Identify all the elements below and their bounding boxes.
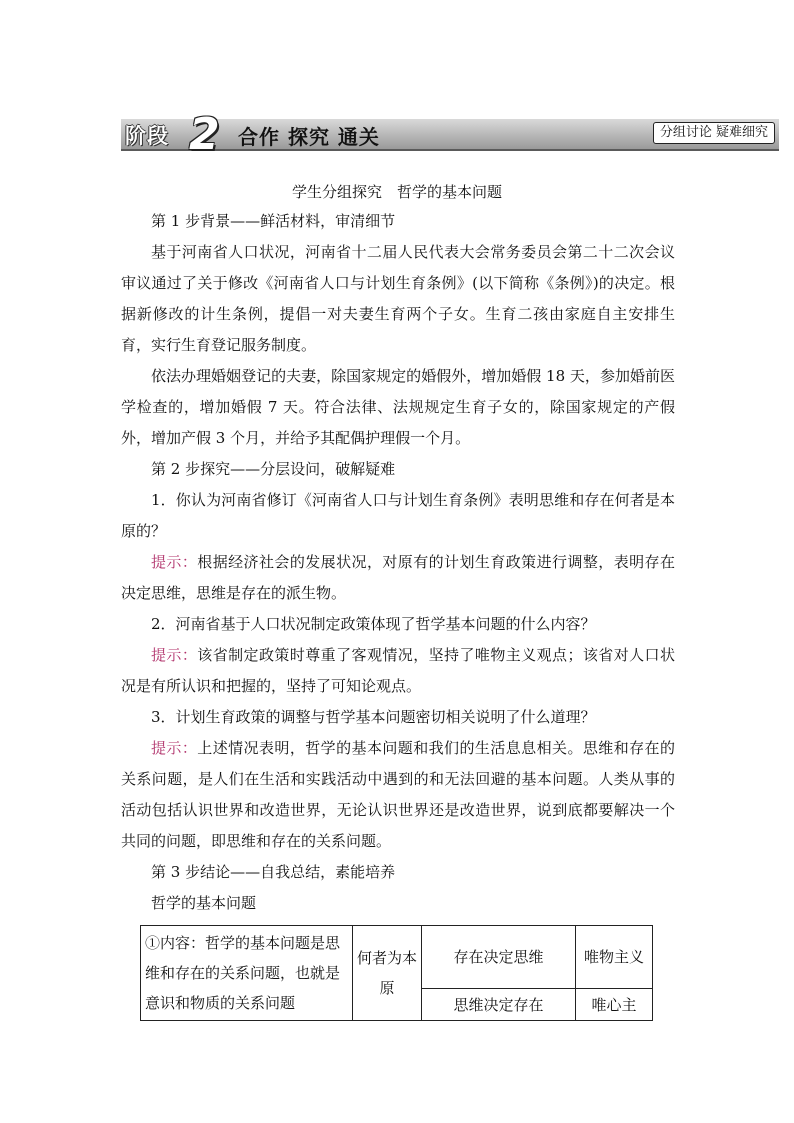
section-banner xyxy=(121,109,779,160)
answer-1 xyxy=(121,547,675,609)
answer-3 xyxy=(121,733,675,857)
answer-3-text: 上述情况表明，哲学的基本问题和我们的生活息息相关。思维和存在的关系问题，是人们在生活和实践活动中遇到的和无法回避的基本问题。人类从事的活动包括认识世界和改造世界，无论认识世界还是改造世界，说到底都要解决一个共同的问题，即思维和存在的关系问题。 xyxy=(121,739,675,850)
summary-table xyxy=(140,925,653,1021)
background-paragraph-2: 依法办理婚姻登记的夫妻，除国家规定的婚假外，增加婚假 18 天，参加婚前医学检查的，增加婚假 7 天。符合法律、法规规定生育子女的，除国家规定的产假外，增加产假 3 个月，并给予其配偶护理假一个月。 xyxy=(121,367,675,447)
table-heading: 哲学的基本问题 xyxy=(151,894,257,912)
section-title: 学生分组探究 哲学的基本问题 xyxy=(291,183,502,201)
stage-label: 阶段 xyxy=(125,124,169,148)
question-2: 2．河南省基于人口状况制定政策体现了哲学基本问题的什么内容？ xyxy=(151,615,596,633)
answer-1-text: 根据经济社会的发展状况，对原有的计划生育政策进行调整，表明存在决定思维，思维是存在的派生物。 xyxy=(121,553,675,602)
answer-2-text: 该省制定政策时尊重了客观情况，坚持了唯物主义观点；该省对人口状况是有所认识和把握的，坚持了可知论观点。 xyxy=(121,646,675,695)
view-cell: 思维决定存在 xyxy=(422,988,576,1020)
step1-heading: 第 1 步背景——鲜活材料，审清细节 xyxy=(151,212,396,230)
banner-title: 合作 探究 通关 xyxy=(238,125,380,149)
hint-label: 提示： xyxy=(151,553,198,571)
step3-heading: 第 3 步结论——自我总结，素能培养 xyxy=(151,863,396,881)
hint-label: 提示： xyxy=(151,646,198,664)
background-paragraph-1: 基于河南省人口状况，河南省十二届人民代表大会常务委员会第二十二次会议审议通过了关于修改《河南省人口与计划生育条例》(以下简称《条例》)的决定。根据新修改的计生条例，提倡一对夫妻生育两个子女。生育二孩由家庭自主安排生育，实行生育登记服务制度。 xyxy=(121,243,675,354)
question-1: 1．你认为河南省修订《河南省人口与计划生育条例》表明思维和存在何者是本原的？ xyxy=(121,491,675,540)
step2-heading: 第 2 步探究——分层设问，破解疑难 xyxy=(151,460,396,478)
result-cell: 唯物主义 xyxy=(576,926,653,989)
stage-number: 2 xyxy=(189,109,220,160)
table-row xyxy=(141,926,653,989)
result-cell: 唯心主 xyxy=(576,988,653,1020)
content-cell: ①内容：哲学的基本问题是思维和存在的关系问题，也就是意识和物质的关系问题 xyxy=(141,926,353,1021)
view-cell: 存在决定思维 xyxy=(422,926,576,989)
question-cell: 何者为本原 xyxy=(353,926,422,1021)
hint-label: 提示： xyxy=(151,739,198,757)
banner-tag: 分组讨论 疑难细究 xyxy=(653,122,775,144)
answer-2 xyxy=(121,640,675,702)
question-3: 3．计划生育政策的调整与哲学基本问题密切相关说明了什么道理？ xyxy=(151,708,596,726)
